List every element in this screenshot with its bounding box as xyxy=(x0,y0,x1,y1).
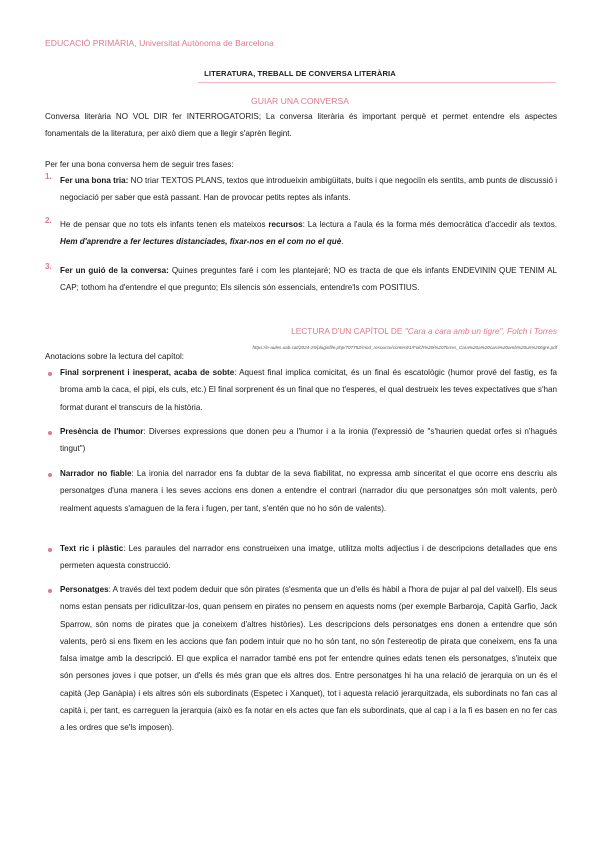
note-item xyxy=(60,581,557,737)
section-book-title: "Cara a cara amb un tigre", Folch i Torres xyxy=(404,326,557,336)
note-text: : Les paraules del narrador ens construeixen una imatge, utilitza molts adjectius i de descripcions detallades que ens permeten aquesta construcció. xyxy=(60,544,557,571)
phase-text: Quines preguntes faré i com les plantejaré; NO es tracta de que els infants ENDEVININ QUE TENIM AL CAP; tothom ha d'entendre el que pregunto; Els silencis són essencials, entendre'ls com POSITIUS. xyxy=(60,266,558,293)
bullet-icon xyxy=(48,372,52,376)
note-item xyxy=(60,364,557,416)
bullet-icon xyxy=(48,473,52,477)
notes-intro: Anotacions sobre la lectura del capítol: xyxy=(45,352,185,361)
note-title: Personatges xyxy=(60,585,109,594)
note-text: : A través del text podem deduir que són pirates (s'esmenta que un d'ells és hàbil a l'hora de pujar al pal del vaixell). Els seus noms estan pensats per ridiculitzar-los, quan pensem en pirates no pensem en aquests noms (per exemple Barbaroja, Capità Garfio, Jack Sparrow, són noms de pirates que ja coneixem d'altres històries). Les descripcions dels personatges ens donen a entendre que són valents, però si ens fixem en les accions que fan podem intuir que no ho són tant, no són l'estereotip de pirata que coneixem, ens fa una falsa imatge amb la descripció. El que explica el narrador també ens pot fer entendre quines edats tenen els personatges, s'inuteix que són persones joves i que potser, un d'ells és més gran que els altres dos. Entre personatges hi ha una relació de jerarquia on un és el capità (Jep Ganàpia) i els altres són els subordinats (Espetec i Xanquet), tot i aquesta relació jerarquitzada, els subordinats no fan cas al capità i, per tant, es carreguen la jerarquia (això es fa notar en els actes que fan els subordinats, que al cap i a la fi es basen en no fer cas a les ordres que se'ls imposen). xyxy=(60,585,557,733)
phase-item xyxy=(60,262,557,297)
bullet-icon xyxy=(48,548,52,552)
section-heading-lectura xyxy=(291,326,557,336)
note-title: Narrador no fiable xyxy=(60,469,132,478)
note-text: : Aquest final implica comicitat, és un final és escatològic (humor prové del fastig, es fa broma amb la caca, el pipi, els culs, etc.) El final sorprenent és un final que no t'esperes, el qual destrueix les teves expectatives que s'han format durant el transcurs de la història. xyxy=(60,368,558,412)
phase-text: NO triar TEXTOS PLANS, textos que introdueixin ambigüitats, buits i que negociïn els sentits, amb punts de discussió i negociació per saber que està passant. Han de provocar petits reptes als infants. xyxy=(60,176,557,203)
note-item xyxy=(60,423,557,458)
phase-title: Fer una bona tria: xyxy=(60,176,129,185)
note-text: : Diverses expressions que donen peu a l'humor i a la ironia (l'expressió de "s'haurien quedat orfes si n'hagués tingut") xyxy=(60,427,557,454)
phase-emphasis: Hem d'aprendre a fer lectures distanciades, fixar-nos en el com no el què xyxy=(60,237,342,247)
note-item xyxy=(60,540,557,575)
note-title: Final sorprenent i inesperat, acaba de sobte xyxy=(60,368,235,377)
phase-text: He de pensar que no tots els infants tenen els mateixos xyxy=(60,220,269,229)
phase-number: 3. xyxy=(45,262,52,271)
phase-keyword: recursos xyxy=(268,220,303,229)
note-title: Presència de l'humor xyxy=(60,427,144,436)
note-item xyxy=(60,465,557,517)
section-label: LECTURA D'UN CAPÍTOL DE xyxy=(291,326,405,336)
source-url-link[interactable]: https://e-aules.uab.cat/2024-25/pluginfile.php/707752/mod_resource/content/1/Folch%20i%20Torres_Cara%20a%20cara%20amb%20un%20tigre.pdf xyxy=(252,345,557,350)
note-title: Text ric i plàstic xyxy=(60,544,124,553)
note-text: : La ironia del narrador ens fa dubtar de la seva fiabilitat, no expressa amb sinceritat el que ocorre ens descriu als personatges d'una manera i les seves accions ens donen a entendre el contrari (narrador diu que personatges són molt valents, però realment aquests s'amaguen de la fera i fugen, per tant, s'entén que no ho són de valents). xyxy=(60,469,557,513)
phase-item xyxy=(60,216,557,251)
intro-paragraph: Conversa literària NO VOL DIR fer INTERROGATORIS; La conversa literària és important perquè et permet entendre els aspectes fonamentals de la literatura, per això diem que a llegir s'aprèn llegint. xyxy=(45,112,557,138)
phase-number: 1. xyxy=(45,172,52,181)
document-title: LITERATURA, TREBALL DE CONVERSA LITERÀRIA xyxy=(204,69,396,78)
phase-number: 2. xyxy=(45,216,52,225)
bullet-icon xyxy=(48,589,52,593)
phase-item xyxy=(60,172,557,207)
phase-title: Fer un guió de la conversa: xyxy=(60,266,169,275)
phases-intro: Per fer una bona conversa hem de seguir tres fases: xyxy=(45,160,234,169)
institution-header: EDUCACIÓ PRIMÀRIA, Universitat Autònoma de Barcelona xyxy=(45,38,274,48)
title-underline xyxy=(198,82,556,83)
section-heading-guiar: GUIAR UNA CONVERSA xyxy=(251,96,349,106)
phase-text: : La lectura a l'aula és la forma més democràtica d'accedir als textos. xyxy=(302,220,557,229)
bullet-icon xyxy=(48,431,52,435)
phase-text: . xyxy=(341,237,344,247)
